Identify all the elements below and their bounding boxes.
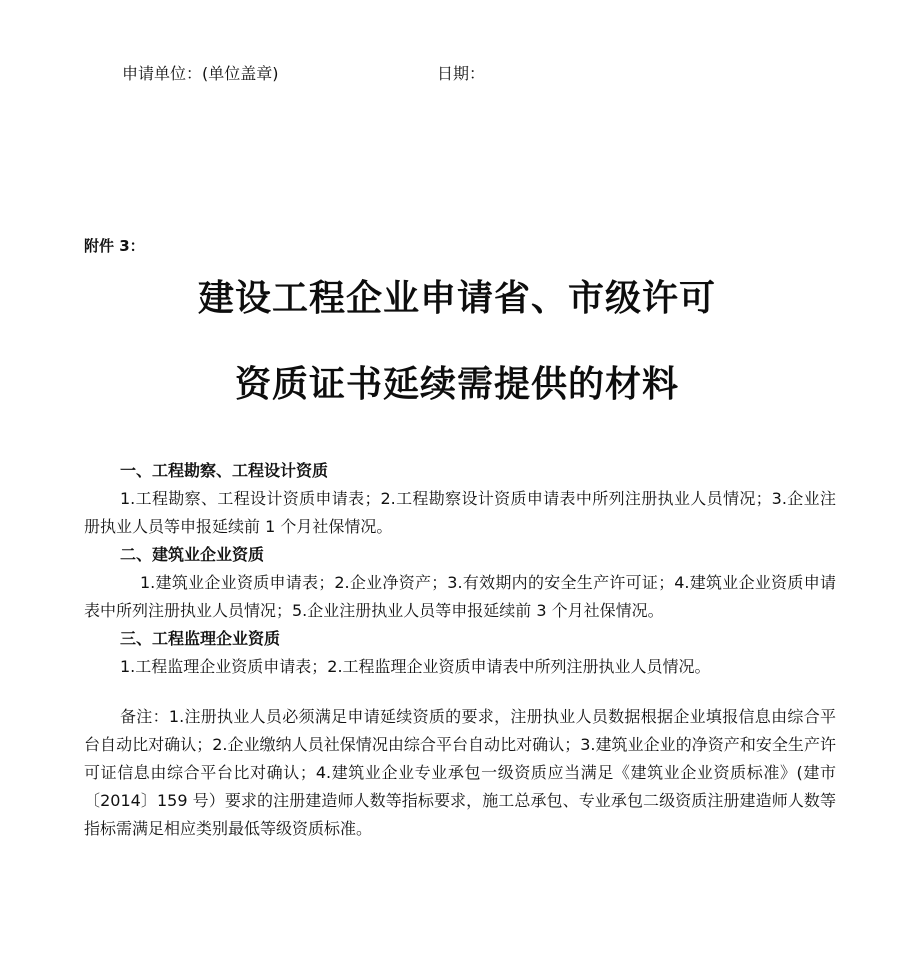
section-body-survey-design: 1.工程勘察、工程设计资质申请表；2.工程勘察设计资质申请表中所列注册执业人员情况；3.企业注册执业人员等申报延续前 1 个月社保情况。 (84, 489, 836, 536)
date-label: 日期： (437, 64, 486, 83)
note-paragraph: 备注：1.注册执业人员必须满足申请延续资质的要求，注册执业人员数据根据企业填报信息由综合平台自动比对确认；2.企业缴纳人员社保情况由综合平台自动比对确认；3.建筑业企业的净资产和安全生产许可证信息由综合平台比对确认；4.建筑业企业专业承包一级资质应当满足《建筑业企业资质标准》(建市〔2014〕159 号）要求的注册建造师人数等指标要求，施工总承包、专业承包二级资质注册建造师人数等指标需满足相应类别最低等级资质标准。 (84, 707, 836, 838)
document-title-line-2: 资质证书延续需提供的材料 (234, 363, 679, 405)
document-title-line-1: 建设工程企业申请省、市级许可 (197, 277, 716, 319)
applicant-unit-label: 申请单位：(单位盖章) (122, 64, 279, 83)
document-body (84, 457, 836, 843)
spacer (84, 681, 836, 703)
section-heading-survey-design: 一、工程勘察、工程设计资质 (120, 461, 329, 480)
section-heading-supervision: 三、工程监理企业资质 (120, 629, 281, 648)
section-body-supervision: 1.工程监理企业资质申请表；2.工程监理企业资质申请表中所列注册执业人员情况。 (120, 657, 711, 676)
section-body-construction: 1.建筑业企业资质申请表；2.企业净资产；3.有效期内的安全生产许可证；4.建筑业企业资质申请表中所列注册执业人员情况；5.企业注册执业人员等申报延续前 3 个月社保情况。 (84, 573, 836, 620)
section-heading-construction: 二、建筑业企业资质 (120, 545, 265, 564)
attachment-label: 附件 3： (84, 237, 145, 255)
